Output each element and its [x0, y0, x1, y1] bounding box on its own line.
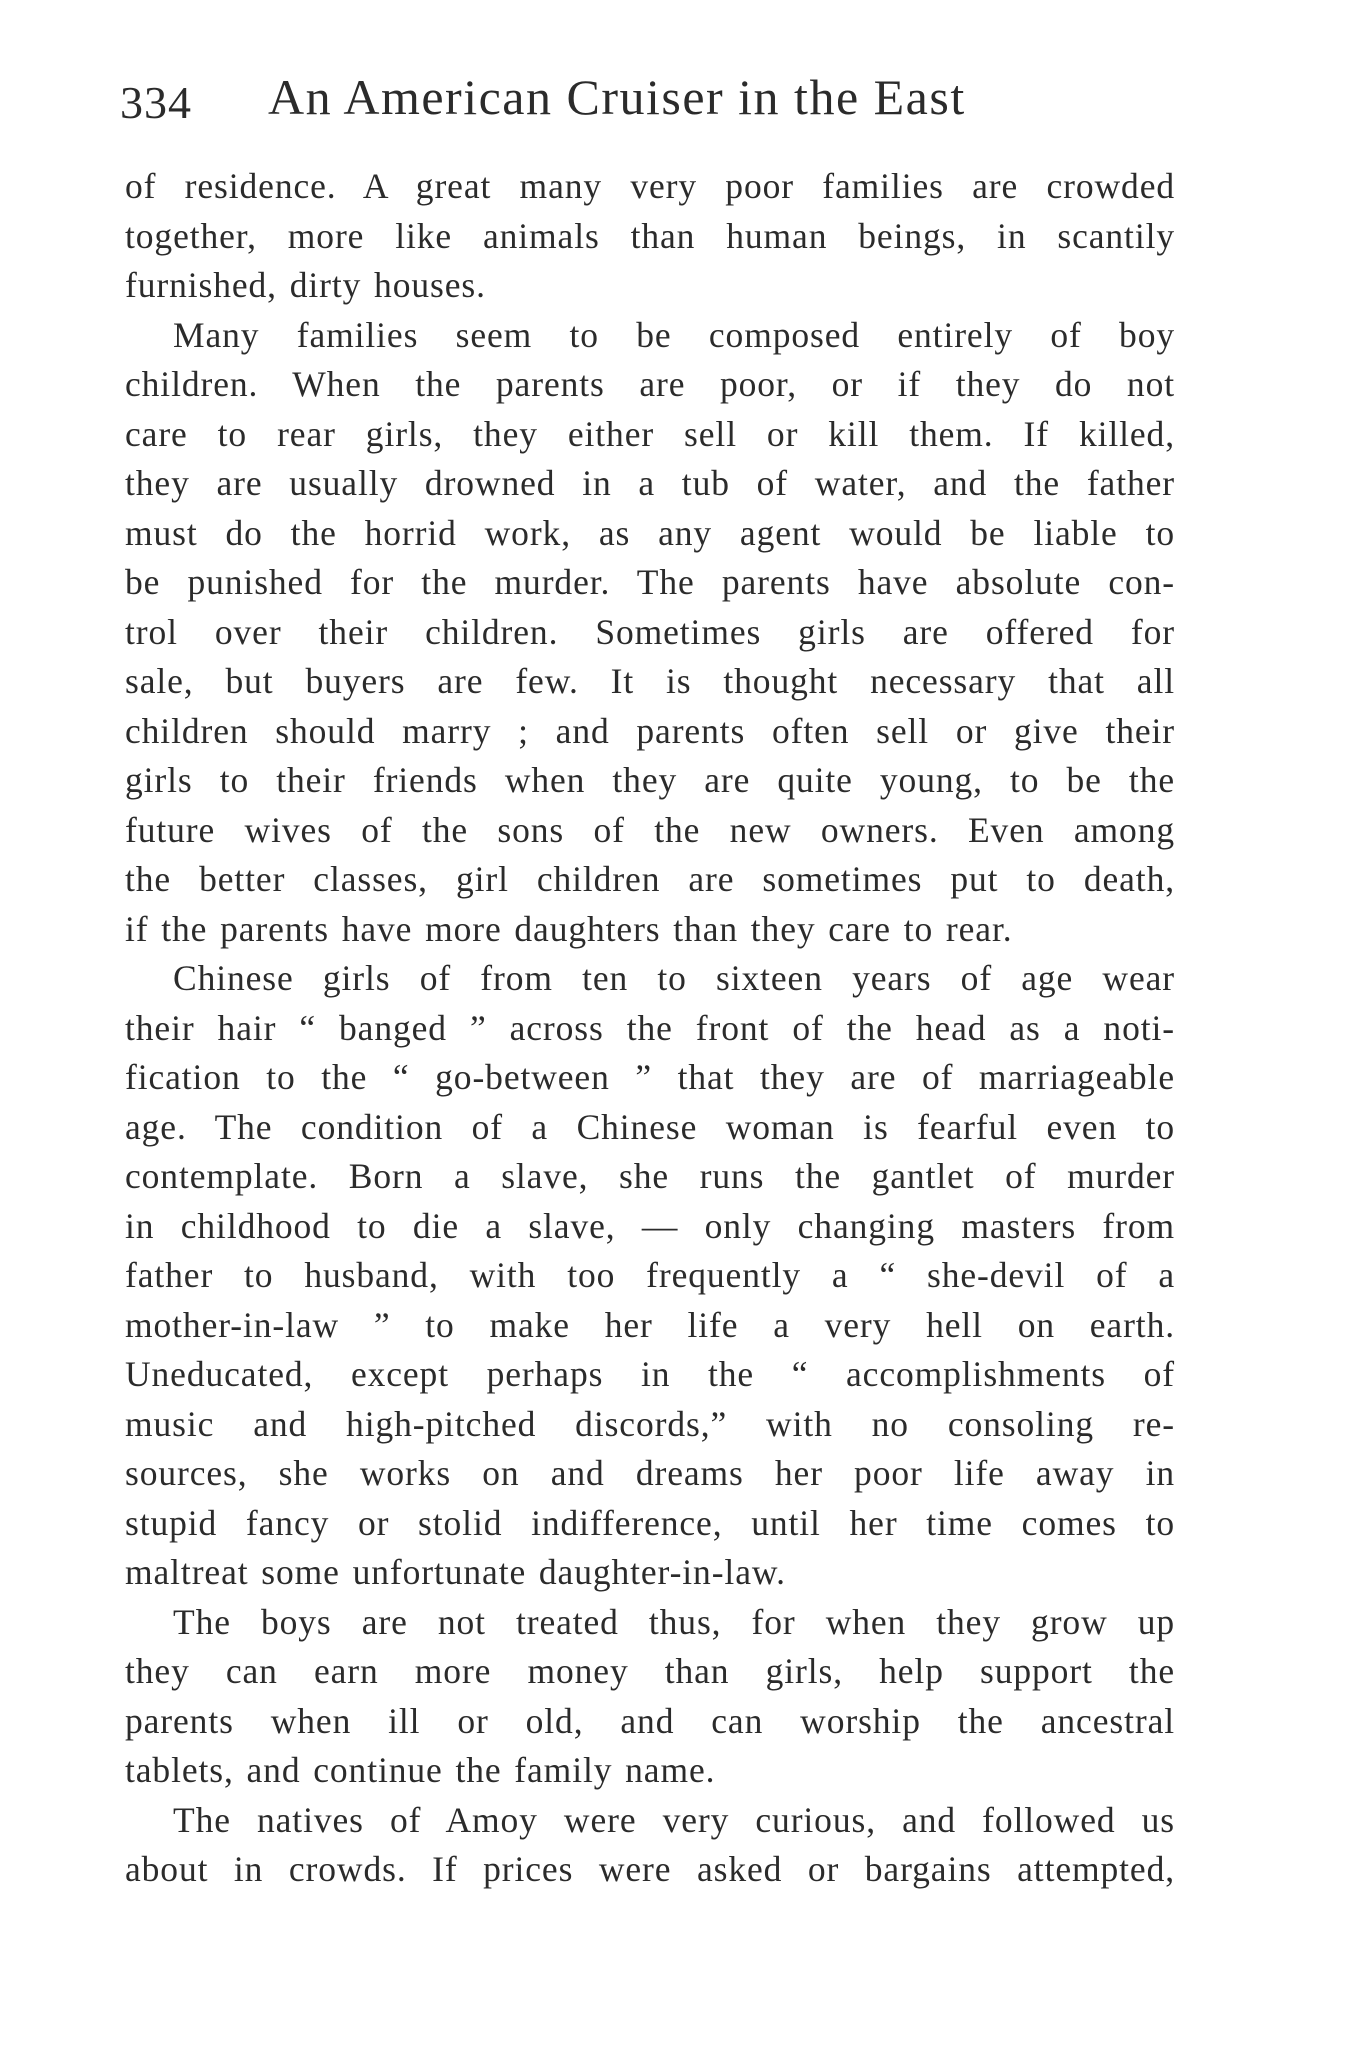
- running-title: An American Cruiser in the East: [268, 69, 966, 125]
- text-line: they can earn more money than girls, help support the: [125, 1651, 1175, 1691]
- text-line: if the parents have more daughters than they care to rear.: [125, 908, 1013, 949]
- text-line: in childhood to die a slave, — only changing masters from: [125, 1205, 1175, 1246]
- text-line: age. The condition of a Chinese woman is fearful even to: [125, 1106, 1175, 1147]
- text-line: care to rear girls, they either sell or kill them. If killed,: [125, 413, 1175, 454]
- text-line: of residence. A great many very poor families are crowded: [125, 166, 1175, 206]
- text-line: children should marry ; and parents often sell or give their: [125, 710, 1175, 751]
- text-line: they are usually drowned in a tub of water, and the father: [125, 463, 1175, 503]
- text-line: must do the horrid work, as any agent would be liable to: [125, 512, 1175, 553]
- text-line: Uneducated, except perhaps in the “ accomplishments of: [125, 1354, 1175, 1394]
- text-line: furnished, dirty houses.: [125, 265, 486, 305]
- text-line: parents when ill or old, and can worship the ancestral: [125, 1700, 1175, 1741]
- text-line: together, more like animals than human beings, in scantily: [125, 215, 1175, 256]
- text-line: tablets, and continue the family name.: [125, 1750, 716, 1790]
- text-line: music and high-pitched discords,” with no consoling re-: [125, 1403, 1175, 1444]
- text-line: sources, she works on and dreams her poor life away in: [125, 1453, 1175, 1493]
- text-line: be punished for the murder. The parents have absolute con-: [125, 562, 1175, 602]
- text-line: mother-in-law ” to make her life a very hell on earth.: [125, 1304, 1175, 1345]
- text-line: stupid fancy or stolid indifference, until her time comes to: [125, 1502, 1175, 1543]
- text-line: Many families seem to be composed entirely of boy: [173, 314, 1175, 355]
- text-line: father to husband, with too frequently a “ she-devil of a: [125, 1255, 1175, 1295]
- text-line: Chinese girls of from ten to sixteen years of age wear: [173, 958, 1175, 998]
- body-text: [125, 162, 1175, 1895]
- text-line: girls to their friends when they are quite young, to be the: [125, 760, 1175, 800]
- text-line: The boys are not treated thus, for when they grow up: [173, 1601, 1175, 1642]
- text-line: trol over their children. Sometimes girls are offered for: [125, 611, 1175, 652]
- text-line: the better classes, girl children are sometimes put to death,: [125, 859, 1175, 899]
- text-line: future wives of the sons of the new owners. Even among: [125, 809, 1175, 850]
- text-line: about in crowds. If prices were asked or bargains attempted,: [125, 1849, 1175, 1889]
- text-line: their hair “ banged ” across the front of the head as a noti-: [125, 1007, 1175, 1048]
- running-head: [120, 68, 1180, 138]
- text-line: sale, but buyers are few. It is thought necessary that all: [125, 661, 1175, 701]
- text-line: The natives of Amoy were very curious, and followed us: [173, 1799, 1175, 1840]
- text-line: contemplate. Born a slave, she runs the gantlet of murder: [125, 1156, 1175, 1196]
- text-line: fication to the “ go-between ” that they are of marriageable: [125, 1057, 1175, 1097]
- page-number: 334: [120, 77, 192, 128]
- text-line: children. When the parents are poor, or if they do not: [125, 364, 1175, 404]
- text-line: maltreat some unfortunate daughter-in-law.: [125, 1552, 786, 1592]
